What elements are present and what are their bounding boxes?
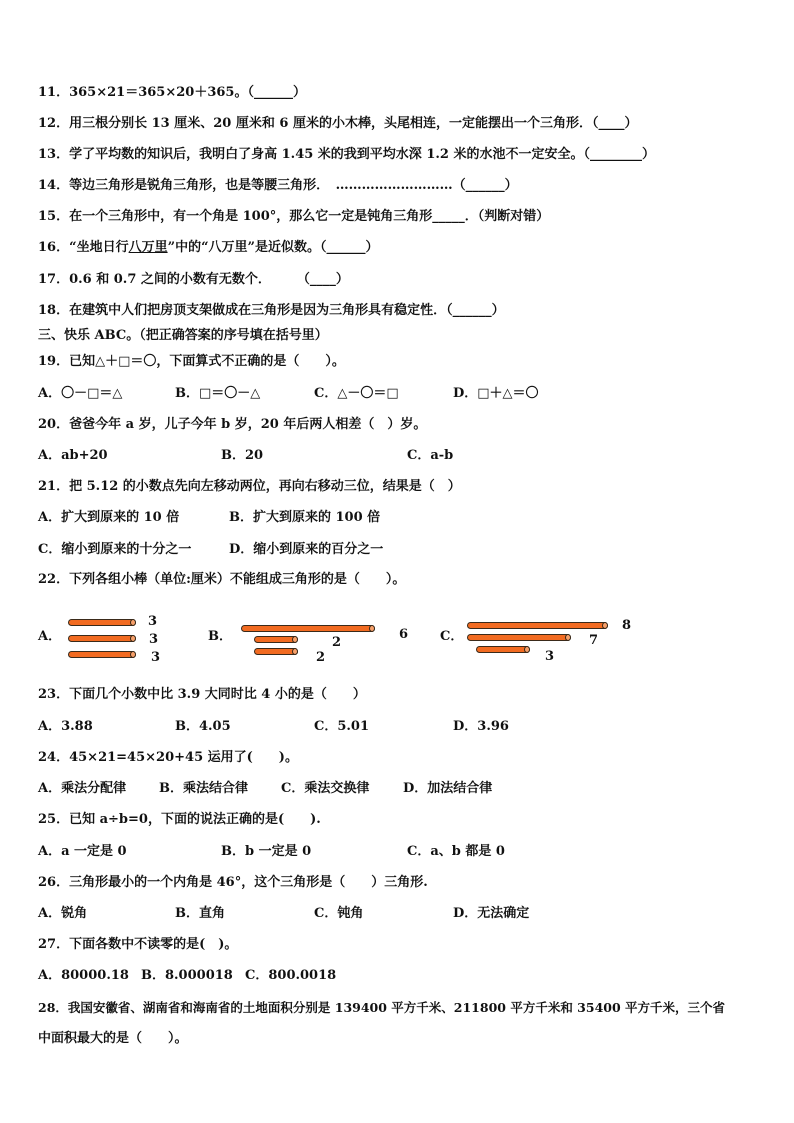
q27-option-a: A．80000.18 bbox=[38, 968, 129, 983]
q23-option-d: D．3.96 bbox=[453, 719, 509, 734]
q25-option-c: C．a、b 都是 0 bbox=[407, 844, 505, 859]
q19-option-c: C．△－〇＝□ bbox=[314, 386, 399, 401]
stick-a2-length: 3 bbox=[149, 632, 159, 647]
q25-option-b: B．b 一定是 0 bbox=[221, 844, 312, 859]
q21-option-a: A．扩大到原来的 10 倍 bbox=[38, 510, 180, 525]
question-13: 13．学了平均数的知识后，我明白了身高 1.45 米的我到平均水深 1.2 米的水池不一定安全。（________） bbox=[38, 147, 655, 162]
stick-c2 bbox=[467, 634, 571, 641]
section-3-heading: 三、快乐 ABC。（把正确答案的序号填在括号里） bbox=[38, 328, 328, 343]
question-15: 15．在一个三角形中，有一个角是 100°，那么它一定是钝角三角形_____．（判断对错） bbox=[38, 209, 550, 224]
question-17: 17．0.6 和 0.7 之间的小数有无数个． （____） bbox=[38, 272, 349, 287]
q19-option-d: D．□＋△＝〇 bbox=[453, 386, 539, 401]
q27-option-b: B．8.000018 bbox=[141, 968, 233, 983]
question-27: 27．下面各数中不读零的是( )。 bbox=[38, 937, 238, 952]
stick-b2 bbox=[254, 636, 298, 643]
stick-c3-length: 3 bbox=[545, 649, 555, 664]
q26-option-b: B．直角 bbox=[175, 906, 225, 921]
q25-option-a: A．a 一定是 0 bbox=[38, 844, 127, 859]
q24-option-d: D．加法结合律 bbox=[403, 781, 493, 796]
q24-option-a: A．乘法分配律 bbox=[38, 781, 127, 796]
question-21: 21．把 5.12 的小数点先向左移动两位，再向右移动三位，结果是（ ） bbox=[38, 479, 461, 494]
question-26: 26．三角形最小的一个内角是 46°，这个三角形是（ ）三角形. bbox=[38, 875, 428, 890]
stick-b2-length: 2 bbox=[332, 635, 342, 650]
q21-option-b: B．扩大到原来的 100 倍 bbox=[229, 510, 381, 525]
question-19: 19．已知△＋□＝〇，下面算式不正确的是（ ）。 bbox=[38, 354, 345, 369]
stick-b1-length: 6 bbox=[399, 627, 409, 642]
q19-option-a: A．〇－□＝△ bbox=[38, 386, 123, 401]
q23-option-a: A．3.88 bbox=[38, 719, 93, 734]
question-16 bbox=[38, 239, 379, 257]
q21-option-c: C．缩小到原来的十分之一 bbox=[38, 542, 192, 557]
q20-option-c: C．a-b bbox=[407, 448, 454, 463]
question-20: 20．爸爸今年 a 岁，儿子今年 b 岁，20 年后两人相差（ ）岁。 bbox=[38, 417, 427, 432]
question-11: 11．365×21＝365×20＋365。（______） bbox=[38, 85, 306, 100]
q24-option-b: B．乘法结合律 bbox=[159, 781, 248, 796]
q22-option-c: C． bbox=[440, 629, 464, 644]
stick-b1 bbox=[241, 625, 375, 632]
q19-option-b: B．□＝〇－△ bbox=[175, 386, 261, 401]
q23-option-c: C．5.01 bbox=[314, 719, 370, 734]
q26-option-a: A．锐角 bbox=[38, 906, 88, 921]
stick-a3 bbox=[68, 651, 136, 658]
question-16-end: ”中的“八万里”是近似数。（______） bbox=[167, 240, 379, 255]
question-23: 23．下面几个小数中比 3.9 大同时比 4 小的是（ ） bbox=[38, 687, 366, 702]
question-16-start: 16．“坐地日行 bbox=[38, 240, 129, 255]
q27-option-c: C．800.0018 bbox=[245, 968, 337, 983]
question-28-line-1: 28．我国安徽省、湖南省和海南省的土地面积分别是 139400 平方千米、211800 平方千米和 35400 平方千米，三个省 bbox=[38, 1000, 726, 1015]
q20-option-b: B．20 bbox=[221, 448, 264, 463]
question-28-line-2: 中面积最大的是（ ）。 bbox=[38, 1031, 188, 1046]
stick-c1-length: 8 bbox=[622, 618, 632, 633]
question-25: 25．已知 a÷b=0，下面的说法正确的是( ). bbox=[38, 812, 321, 827]
q23-option-b: B．4.05 bbox=[175, 719, 231, 734]
question-18: 18．在建筑中人们把房顶支架做成在三角形是因为三角形具有稳定性．（______） bbox=[38, 303, 505, 318]
q21-option-d: D．缩小到原来的百分之一 bbox=[229, 542, 384, 557]
question-14: 14．等边三角形是锐角三角形，也是等腰三角形． ………………………（______） bbox=[38, 178, 518, 193]
q22-option-a: A． bbox=[38, 629, 62, 644]
stick-b3-length: 2 bbox=[316, 650, 326, 665]
q20-option-a: A．ab+20 bbox=[38, 448, 108, 463]
stick-c2-length: 7 bbox=[589, 633, 599, 648]
stick-a2 bbox=[68, 635, 136, 642]
stick-a3-length: 3 bbox=[151, 650, 161, 665]
stick-a1-length: 3 bbox=[148, 614, 158, 629]
q26-option-d: D．无法确定 bbox=[453, 906, 530, 921]
stick-a1 bbox=[68, 619, 136, 626]
q26-option-c: C．钝角 bbox=[314, 906, 364, 921]
q24-option-c: C．乘法交换律 bbox=[281, 781, 370, 796]
q22-option-b: B． bbox=[208, 629, 232, 644]
question-22: 22．下列各组小棒（单位:厘米）不能组成三角形的是（ ）。 bbox=[38, 572, 406, 587]
stick-c3 bbox=[476, 646, 530, 653]
question-12: 12．用三根分别长 13 厘米、20 厘米和 6 厘米的小木棒，头尾相连，一定能摆出一个三角形．（____） bbox=[38, 116, 638, 131]
question-16-underlined: 八万里 bbox=[128, 240, 168, 255]
stick-c1 bbox=[467, 622, 608, 629]
stick-b3 bbox=[254, 648, 298, 655]
question-24: 24．45×21=45×20+45 运用了( )。 bbox=[38, 750, 298, 765]
